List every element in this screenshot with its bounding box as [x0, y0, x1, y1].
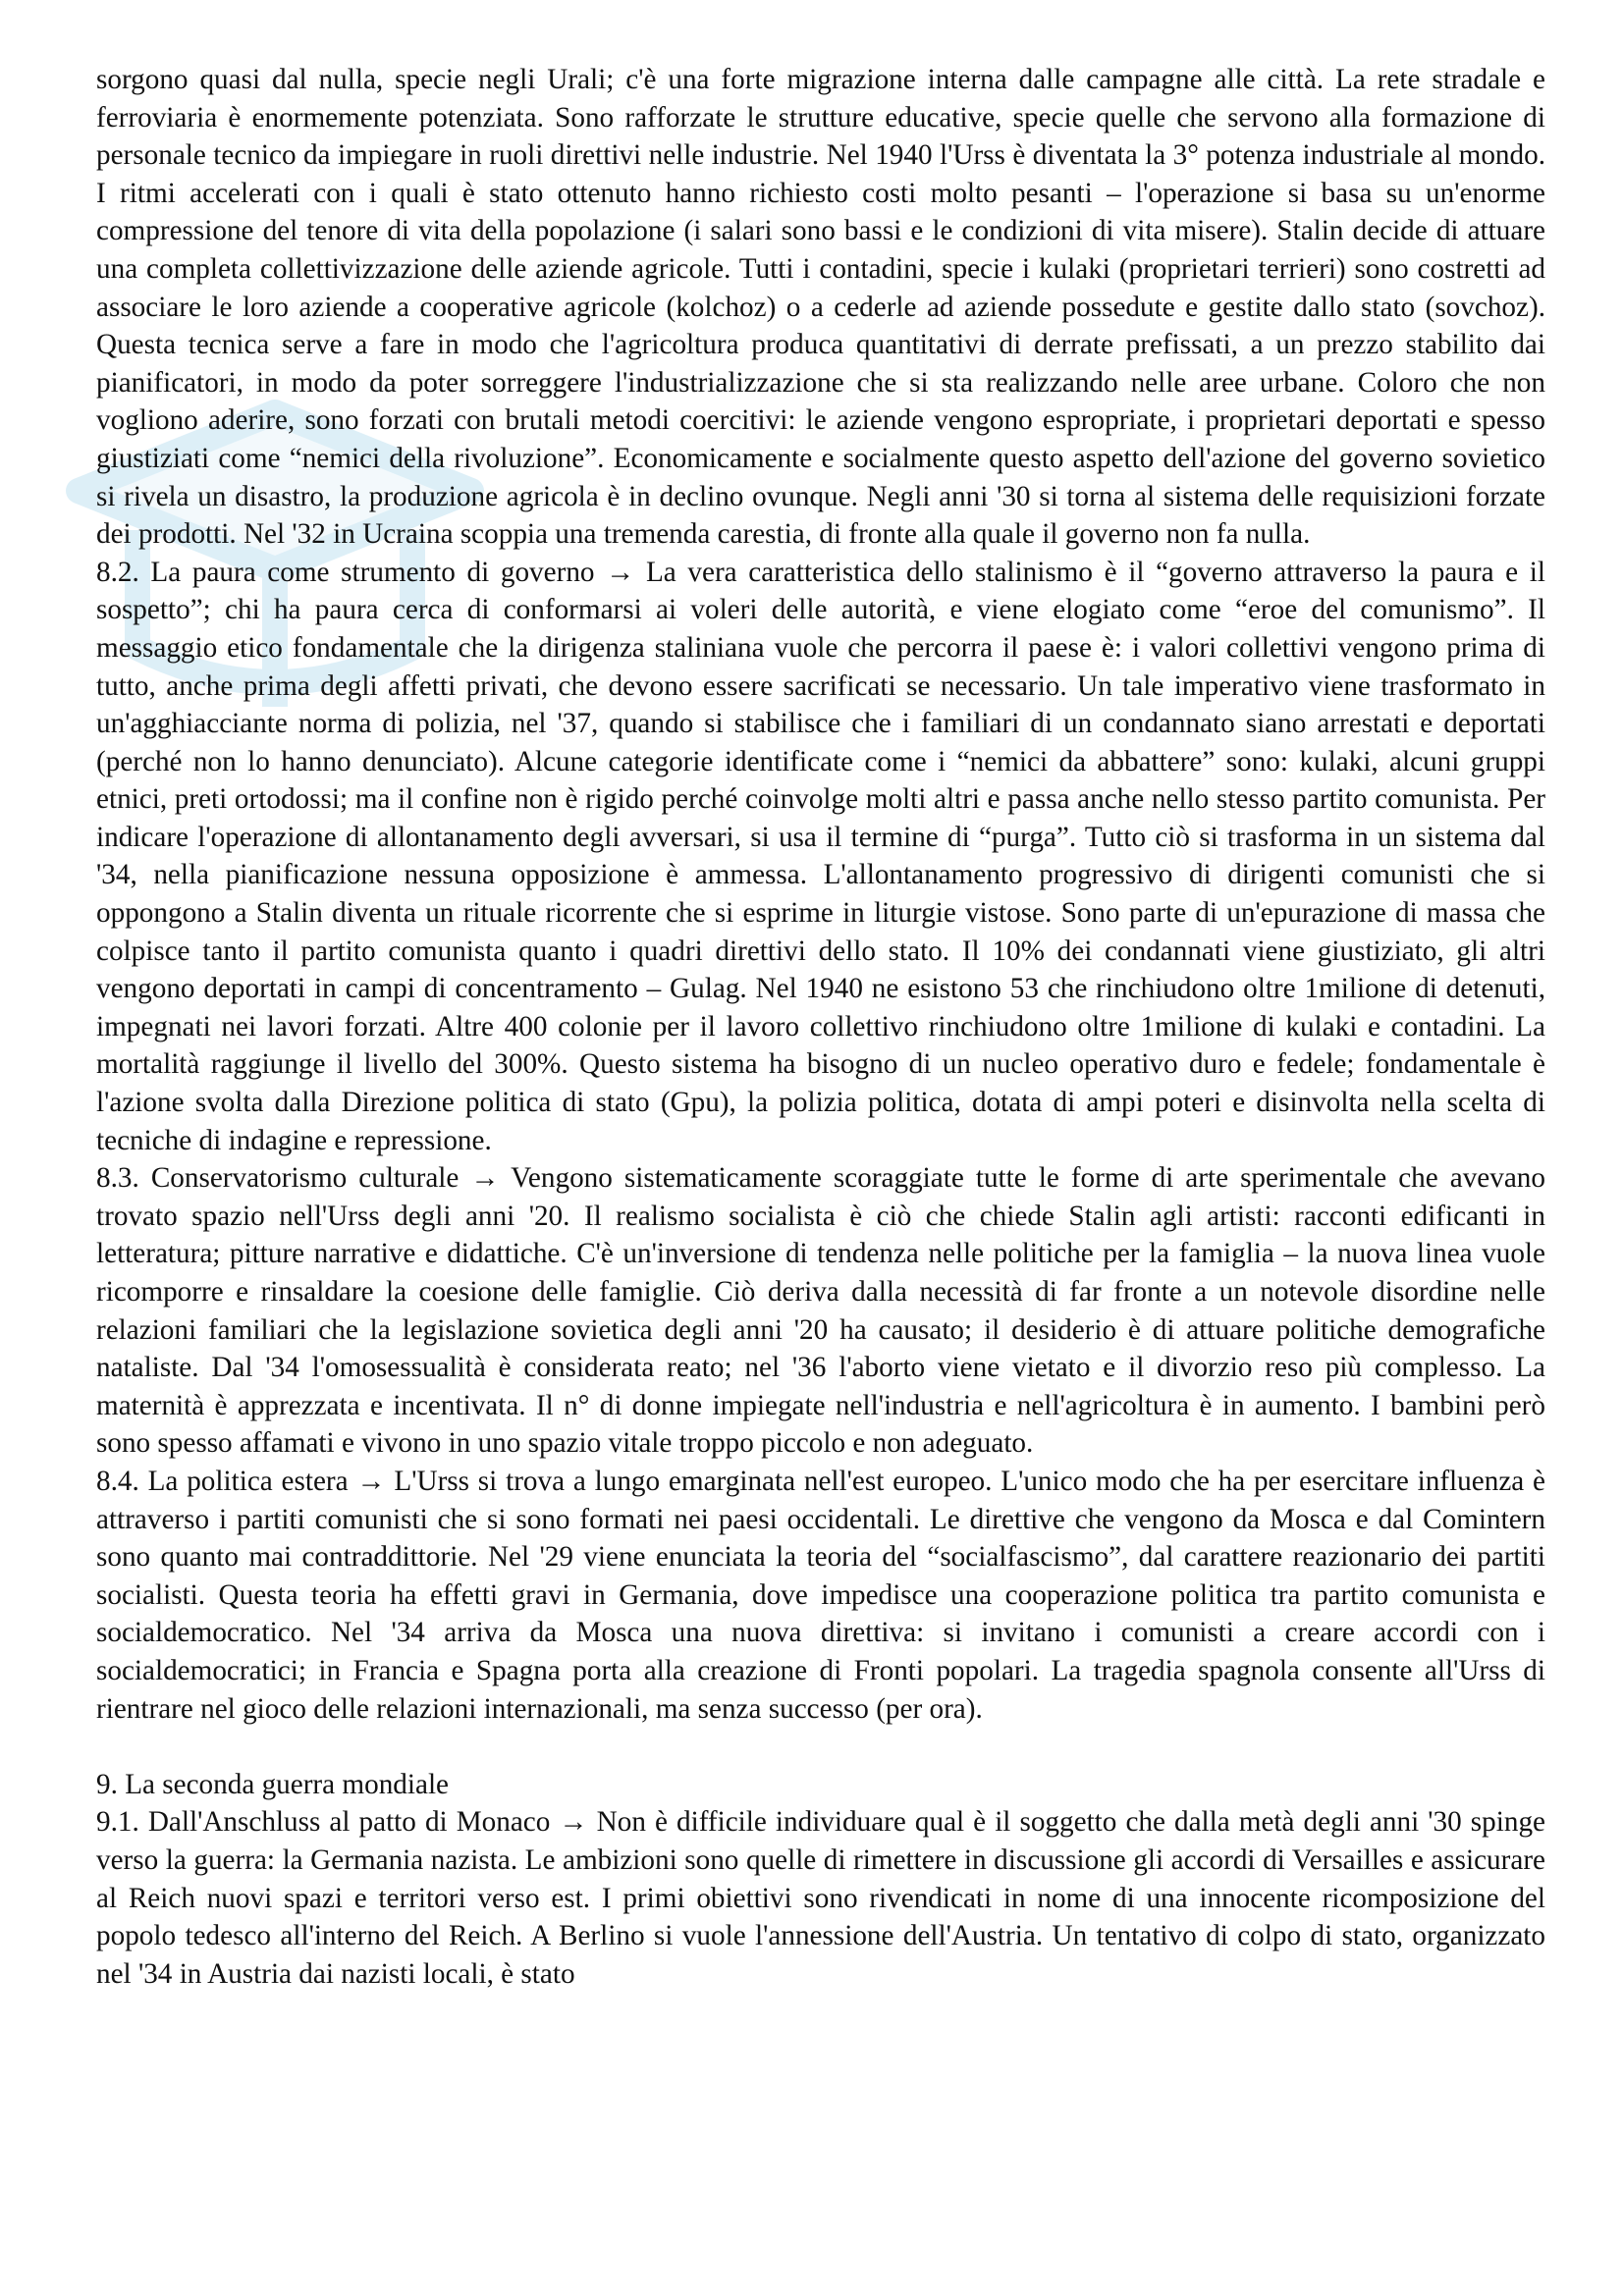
blank-line [96, 1728, 1545, 1766]
paragraph-8-2-paura: 8.2. La paura come strumento di governo → La vera caratteristica dello stalinismo è il “governo attraverso la paura e il sospetto”; chi ha paura cerca di conformarsi ai voleri delle autorità, e viene elogiato come “eroe del comunismo”. Il messaggio etico fondamentale che la dirigenza staliniana vuole che percorra il paese è: i valori collettivi vengono prima di tutto, anche prima degli affetti privati, che devono essere sacrificati se necessario. Un tale imperativo viene trasformato in un'agghiacciante norma di polizia, nel '37, quando si stabilisce che i familiari di un condannato siano arrestati e deportati (perché non lo hanno denunciato). Alcune categorie identificate come i “nemici da abbattere” sono: kulaki, alcuni gruppi etnici, preti ortodossi; ma il confine non è rigido perché coinvolge molti altri e passa anche nello stesso partito comunista. Per indicare l'operazione di allontanamento degli avversari, si usa il termine di “purga”. Tutto ciò si trasforma in un sistema dal '34, nella pianificazione nessuna opposizione è ammessa. L'allontanamento progressivo di dirigenti comunisti che si oppongono a Stalin diventa un rituale ricorrente che si esprime in liturgie vistose. Sono parte di un'epurazione di massa che colpisce tanto il partito comunista quanto i quadri direttivi dello stato. Il 10% dei condannati viene giustiziato, gli altri vengono deportati in campi di concentramento – Gulag. Nel 1940 ne esistono 53 che rinchiudono oltre 1milione di detenuti, impegnati nei lavori forzati. Altre 400 colonie per il lavoro collettivo rinchiudono oltre 1milione di kulaki e contadini. La mortalità raggiunge il livello del 300%. Questo sistema ha bisogno di un nucleo operativo duro e fedele; fondamentale è l'azione svolta dalla Direzione politica di stato (Gpu), la polizia politica, dotata di ampi poteri e disinvolta nella scelta di tecniche di indagine e repressione. [96, 556, 1545, 1156]
document-page [96, 61, 1545, 1993]
paragraph-8-4-politica-estera: 8.4. La politica estera → L'Urss si trova a lungo emarginata nell'est europeo. L'unico modo che ha per esercitare influenza è attraverso i partiti comunisti che si sono formati nei paesi occidentali. Le direttive che vengono da Mosca e dal Comintern sono quanto mai contraddittorie. Nel '29 viene enunciata la teoria del “socialfascismo”, dal carattere reazionario dei partiti socialisti. Questa teoria ha effetti gravi in Germania, dove impedisce una cooperazione politica tra partito comunista e socialdemocratico. Nel '34 arriva da Mosca una nuova direttiva: si invitano i comunisti a creare accordi con i socialdemocratici; in Francia e Spagna porta alla creazione di Fronti popolari. La tragedia spagnola consente all'Urss di rientrare nel gioco delle relazioni internazionali, ma senza successo (per ora). [96, 1465, 1545, 1725]
section-title: 9. La seconda guerra mondiale [96, 1768, 450, 1800]
paragraph-9-1-anschluss: 9.1. Dall'Anschluss al patto di Monaco → Non è difficile individuare qual è il soggetto che dalla metà degli anni '30 spinge verso la guerra: la Germania nazista. Le ambizioni sono quelle di rimettere in discussione gli accordi di Versailles e assicurare al Reich nuovi spazi e territori verso est. I primi obiettivi sono rivendicati in nome di una innocente ricomposizione del popolo tedesco all'interno del Reich. A Berlino si vuole l'annessione dell'Austria. Un tentativo di colpo di stato, organizzato nel '34 in Austria dai nazisti locali, è stato [96, 1806, 1545, 1990]
paragraph-industrialization: sorgono quasi dal nulla, specie negli Urali; c'è una forte migrazione interna dalle campagne alle città. La rete stradale e ferroviaria è enormemente potenziata. Sono rafforzate le strutture educative, specie quelle che servono alla formazione di personale tecnico da impiegare in ruoli direttivi nelle industrie. Nel 1940 l'Urss è diventata la 3° potenza industriale al mondo. I ritmi accelerati con i quali è stato ottenuto hanno richiesto costi molto pesanti – l'operazione si basa su un'enorme compressione del tenore di vita della popolazione (i salari sono bassi e le condizioni di vita misere). Stalin decide di attuare una completa collettivizzazione delle aziende agricole. Tutti i contadini, specie i kulaki (proprietari terrieri) sono costretti ad associare le loro aziende a cooperative agricole (kolchoz) o a cederle ad aziende possedute e gestite dallo stato (sovchoz). Questa tecnica serve a fare in modo che l'agricoltura produca quantitativi di derrate prefissati, a un prezzo stabilito dai pianificatori, in modo da poter sorreggere l'industrializzazione che si sta realizzando nelle aree urbane. Coloro che non vogliono aderire, sono forzati con brutali metodi coercitivi: le aziende vengono espropriate, i proprietari deportati e spesso giustiziati come “nemici della rivoluzione”. Economicamente e socialmente questo aspetto dell'azione del governo sovietico si rivela un disastro, la produzione agricola è in declino ovunque. Negli anni '30 si torna al sistema delle requisizioni forzate dei prodotti. Nel '32 in Ucraina scoppia una tremenda carestia, di fronte alla quale il governo non fa nulla. [96, 64, 1545, 551]
paragraph-8-3-conservatorismo: 8.3. Conservatorismo culturale → Vengono sistematicamente scoraggiate tutte le forme di arte sperimentale che avevano trovato spazio nell'Urss degli anni '20. Il realismo socialista è ciò che chiede Stalin agli artisti: racconti edificanti in letteratura; pitture narrative e didattiche. C'è un'inversione di tendenza nelle politiche per la famiglia – la nuova linea vuole ricomporre e rinsaldare la coesione delle famiglie. Ciò deriva dalla necessità di far fronte a un notevole disordine nelle relazioni familiari che la legislazione sovietica degli anni '20 ha causato; il desiderio è di attuare politiche demografiche nataliste. Dal '34 l'omosessualità è considerata reato; nel '36 l'aborto viene vietato e il divorzio reso più complesso. La maternità è apprezzata e incentivata. Il n° di donne impiegate nell'industria e nell'agricoltura è in aumento. I bambini però sono spesso affamati e vivono in uno spazio vitale troppo piccolo e non adeguato. [96, 1162, 1545, 1460]
